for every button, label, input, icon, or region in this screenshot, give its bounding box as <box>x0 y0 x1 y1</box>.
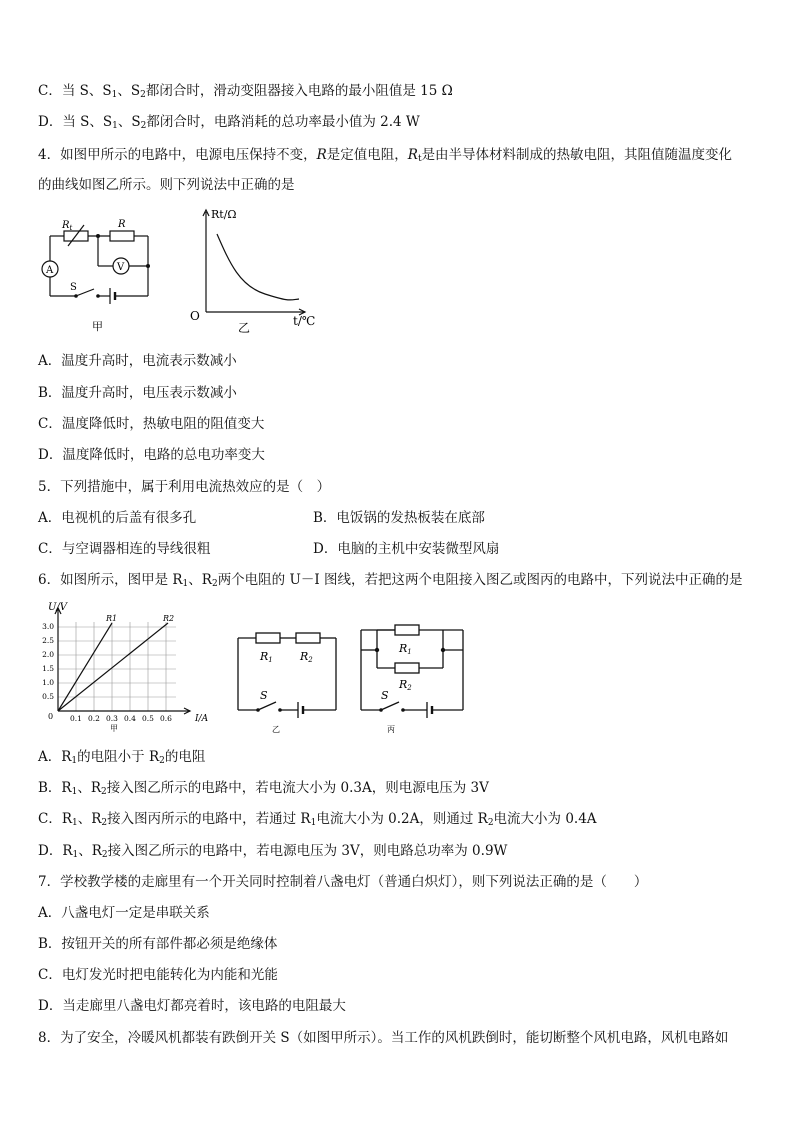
q4-option-a: A．温度升高时，电流表示数减小 <box>38 353 237 369</box>
q4-circuit-figure-jia <box>38 212 158 336</box>
r2-series-symbol <box>296 633 320 643</box>
line-r1-label: R1 <box>106 614 118 623</box>
svg-text:0.4: 0.4 <box>124 714 136 723</box>
line-r2-label: R2 <box>163 614 175 623</box>
caption-jia-q6: 甲 <box>110 724 118 732</box>
caption-yi-q6: 乙 <box>272 725 280 734</box>
svg-text:2.5: 2.5 <box>42 636 54 645</box>
q5-option-d: D．电脑的主机中安装微型风扇 <box>313 541 500 557</box>
svg-text:0: 0 <box>48 712 54 721</box>
svg-text:R2: R2 <box>300 650 313 664</box>
svg-text:R1: R1 <box>260 650 273 664</box>
q6-stem: 6．如图所示，图甲是 $R_1$、$R_2$两个电阻的 U－I 图线，若把这两个电阻接入图乙或图丙的电路中，下列说法中正确的是 <box>38 572 743 589</box>
svg-text:0.5: 0.5 <box>142 714 154 723</box>
caption-bing-q6: 丙 <box>387 725 395 734</box>
svg-text:0.5: 0.5 <box>42 692 54 701</box>
q3-option-c: C．当 S、$S_1$、$S_2$都闭合时，滑动变阻器接入电路的最小阻值是 15 Ω <box>38 83 453 100</box>
line-r2 <box>58 623 168 711</box>
q5-option-a: A．电视机的后盖有很多孔 <box>38 510 197 526</box>
q8-stem: 8．为了安全，冷暖风机都装有跌倒开关 S（如图甲所示）。当工作的风机跌倒时，能切断整个风机电路，风机电路如 <box>38 1030 729 1046</box>
q7-option-c: C．电灯发光时把电能转化为内能和光能 <box>38 967 278 983</box>
r-label: R <box>118 219 126 230</box>
rt-curve <box>217 234 299 300</box>
voltmeter-label: V <box>117 262 125 273</box>
ui-xlabel: I/A <box>195 714 209 724</box>
svg-text:0.1: 0.1 <box>70 714 82 723</box>
q3-option-d: D．当 S、$S_1$、$S_2$都闭合时，电路消耗的总功率最小值为 2.4 W <box>38 114 420 131</box>
caption-jia: 甲 <box>92 320 103 333</box>
svg-text:R2: R2 <box>399 678 412 692</box>
rt-label: $R_t$ <box>62 220 73 232</box>
q4-option-b: B．温度升高时，电压表示数减小 <box>38 385 237 401</box>
switch-label: S <box>70 282 77 293</box>
r1-series-symbol <box>256 633 280 643</box>
q7-stem: 7．学校教学楼的走廊里有一个开关同时控制着八盏电灯（普通白炽灯），则下列说法正确的是（ ） <box>38 874 648 890</box>
svg-text:1.0: 1.0 <box>42 678 54 687</box>
q4-stem-line1: 4．如图甲所示的电路中，电源电压保持不变，R是定值电阻，$R_t$是由半导体材料制成的热敏电阻，其阻值随温度变化 <box>38 147 733 164</box>
svg-text:S: S <box>260 689 268 702</box>
q5-option-c: C．与空调器相连的导线很粗 <box>38 541 211 557</box>
q6-option-b: B．$R_1$、$R_2$接入图乙所示的电路中，若电流大小为 0.3A，则电源电压为 3V <box>38 780 489 797</box>
q7-option-b: B．按钮开关的所有部件都必须是绝缘体 <box>38 936 278 952</box>
q7-option-a: A．八盏电灯一定是串联关系 <box>38 905 210 921</box>
q7-option-d: D．当走廊里八盏电灯都亮着时，该电路的电阻最大 <box>38 998 346 1014</box>
q6-option-c: C．$R_1$、$R_2$接入图丙所示的电路中，若通过 $R_1$电流大小为 0.2A，则通过 $R_2$电流大小为 0.4A <box>38 811 597 828</box>
svg-text:0.2: 0.2 <box>88 714 100 723</box>
q5-option-b: B．电饭锅的发热板装在底部 <box>313 510 485 526</box>
graph-origin: O <box>190 309 200 323</box>
q6-circuit-yi <box>228 624 348 736</box>
q6-option-a: A．$R_1$的电阻小于 $R_2$的电阻 <box>38 749 206 766</box>
q5-stem: 5．下列措施中，属于利用电流热效应的是（ ） <box>38 479 331 495</box>
q4-option-c: C．温度降低时，热敏电阻的阻值变大 <box>38 416 265 432</box>
line-r1 <box>58 623 112 711</box>
r1-parallel-symbol <box>395 625 419 635</box>
ammeter-label: A <box>46 265 54 276</box>
graph-xlabel: t/℃ <box>293 314 316 328</box>
svg-text:3.0: 3.0 <box>42 622 54 631</box>
svg-text:0.6: 0.6 <box>160 714 172 723</box>
q6-option-d: D．$R_1$、$R_2$接入图乙所示的电路中，若电源电压为 3V，则电路总功率为 0.9W <box>38 843 508 860</box>
r2-parallel-symbol <box>395 663 419 673</box>
q6-circuit-bing <box>355 624 470 736</box>
svg-text:1.5: 1.5 <box>42 664 54 673</box>
ui-ylabel: U/V <box>48 602 68 613</box>
svg-text:0.3: 0.3 <box>106 714 118 723</box>
q6-ui-graph-jia <box>38 600 218 732</box>
q4-stem-line2: 的曲线如图乙所示。则下列说法中正确的是 <box>38 177 295 193</box>
caption-yi: 乙 <box>238 321 251 335</box>
svg-text:S: S <box>381 689 389 702</box>
q4-graph-figure-yi <box>185 204 325 336</box>
graph-ylabel: Rt/Ω <box>211 208 237 221</box>
svg-text:2.0: 2.0 <box>42 650 54 659</box>
svg-text:R1: R1 <box>399 642 412 656</box>
q4-option-d: D．温度降低时，电路的总电功率变大 <box>38 447 265 463</box>
resistor-r-symbol <box>110 231 134 241</box>
